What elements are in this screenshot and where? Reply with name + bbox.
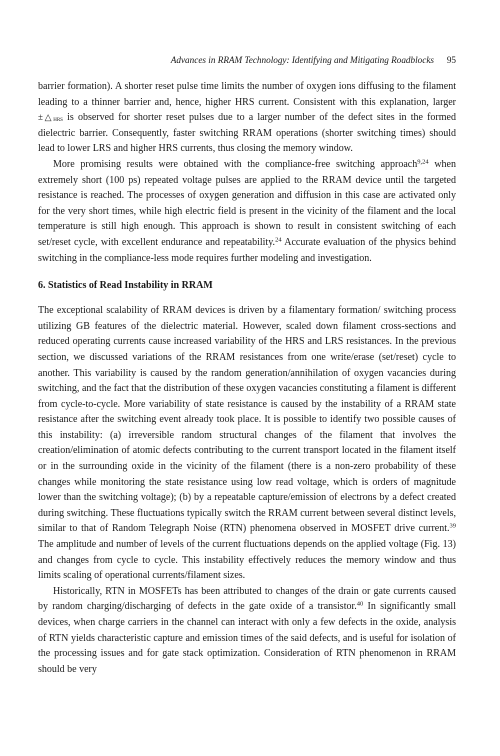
- citation: 39: [449, 522, 456, 530]
- page-header: [38, 55, 456, 69]
- page-body: [38, 79, 456, 677]
- paragraph-4: Historically, RTN in MOSFETs has been attributed to changes of the drain or gate currents caused by random charging/discharging of defects in the gate oxide of a transistor.$^{40}$ In significantly small devices, when charge carriers in the channel can interact with only a few defects in the oxide, analysis of RTN yields characteristic capture and emission times of the said defects, and is useful for isolation of the processing issues and for gate stack optimization. Consideration of RTN phenomenon in RRAM should be very: [38, 585, 456, 675]
- paragraph-2: More promising results were obtained with the compliance-free switching approach$^{9,24}$ when extremely short (100 ps) repeated voltage pulses are applied to the RRAM device until the targeted resistance is reached. The processes of oxygen generation and diffusion in this case are activated only for the very short times, while high electric field is present in the vicinity of the filament and the local temperature is still high enough. This approach is shown to result in consistent switching of each set/reset cycle, with excellent endurance and repeatability.$^{24}$ Accurate evaluation of the physics behind switching in the compliance-less mode requires further modeling and investigation.: [38, 158, 456, 264]
- paragraph-1: barrier formation). A shorter reset pulse time limits the number of oxygen ions diffusing to the filament leading to a thinner barrier and, hence, higher HRS current. Consistent with this explanation, larger $\pm\triangle_{HRS}$ is observed for shorter reset pulses due to a larger number of the defect sites in the formed dielectric barrier. Consequently, faster switching RRAM operations (shorter switching times) should lead to lower LRS and higher HRS currents, thus closing the memory window.: [38, 81, 456, 155]
- citation: 24: [275, 236, 282, 244]
- citation: 40: [356, 600, 364, 608]
- paragraph-3: The exceptional scalability of RRAM devices is driven by a filamentary formation/ switching process utilizing GB features of the dielectric material. However, scaled down filament cross-sections and reduced operating currents cause increased variability of the HRS and LRS resistances. In the previous section, we discussed variations of the RRAM resistances from one write/erase (set/reset) cycle to another. This variability is caused by the random generation/annihilation of oxygen vacancies during switching, and the fact that the distribution of these oxygen vacancies constituting a filament is different from cycle-to-cycle. More variability of state resistance is caused by the instability of a RRAM state resistance after the switching event already took place. It is possible to identify two possible causes of this instability: (a) irreversible random structural changes of the filament that involves the creation/elimination of atomic defects contributing to the current transport located in the filament itself or in the surrounding oxide in the vicinity of the filament (there is a non-zero probability of these changes while monitoring the state resistance using low read voltage, which is orders of magnitude lower than the switching voltage); (b) by a repeatable capture/emission of electrons by a defect created during switching. These fluctuations typically switch the RRAM current between several distinct levels, similar to that of Random Telegraph Noise (RTN) phenomena observed in MOSFET drive current.$^{39}$ The amplitude and number of levels of the current fluctuations depends on the applied voltage (Fig. 13) and changes from cycle to cycle. This instability effectively reduces the memory window and thus limits scaling of operational currents/filament sizes.: [38, 305, 456, 582]
- section-heading: 6. Statistics of Read Instability in RRAM: [38, 280, 213, 292]
- running-title: Advances in RRAM Technology: Identifying and Mitigating Roadblocks: [170, 55, 434, 65]
- citation: 9,24: [417, 158, 429, 166]
- page-number: 95: [446, 55, 456, 65]
- delta-hrs-symbol: $\pm\triangle_{HRS}$: [38, 112, 63, 124]
